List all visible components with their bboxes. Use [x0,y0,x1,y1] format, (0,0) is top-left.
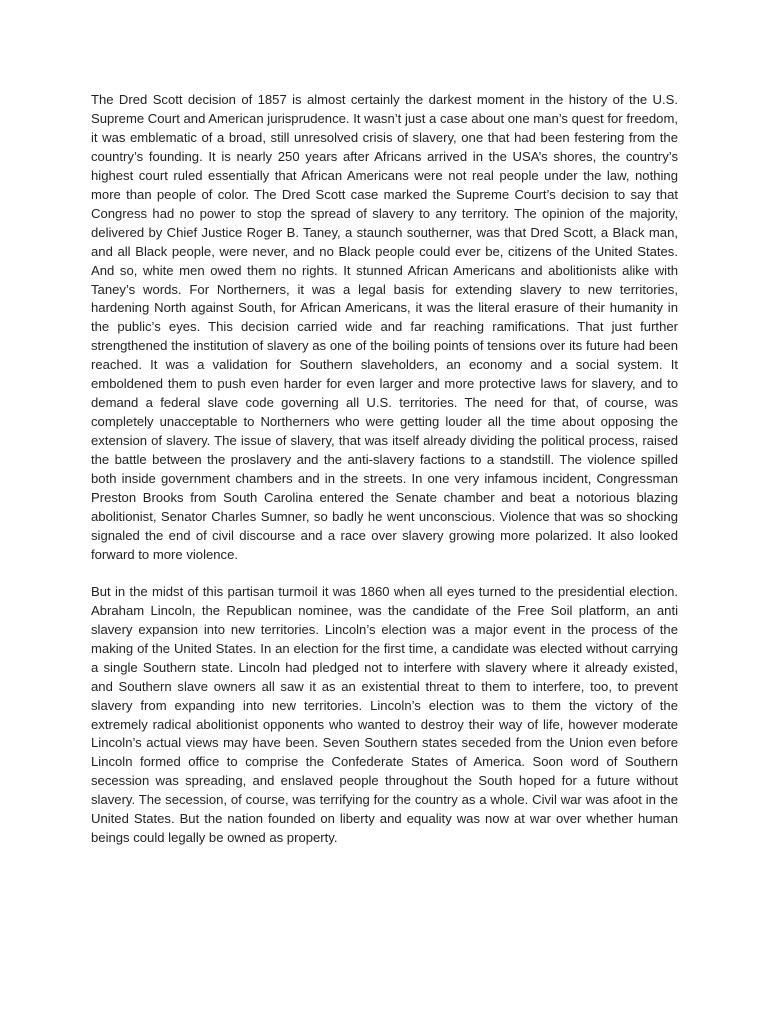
paragraph-lincoln-election: But in the midst of this partisan turmoil it was 1860 when all eyes turned to the presidential election. Abraham Lincoln, the Republican nominee, was the candidate of the Free Soil platform, an anti slavery expansion into new territories. Lincoln’s election was a major event in the process of the making of the United States. In an election for the first time, a candidate was elected without carrying a single Southern state. Lincoln had pledged not to interfere with slavery where it already existed, and Southern slave owners all saw it as an existential threat to them to interfere, too, to prevent slavery from expanding into new territories. Lincoln’s election was to them the victory of the extremely radical abolitionist opponents who wanted to destroy their way of life, however moderate Lincoln’s actual views may have been. Seven Southern states seceded from the Union even before Lincoln formed office to comprise the Confederate States of America. Soon word of Southern secession was spreading, and enslaved people throughout the South hoped for a future without slavery. The secession, of course, was terrifying for the country as a whole. Civil war was afoot in the United States. But the nation founded on liberty and equality was now at war over whether human beings could legally be owned as property. [91,583,678,846]
paragraph-dred-scott: The Dred Scott decision of 1857 is almost certainly the darkest moment in the history of the U.S. Supreme Court and American jurisprudence. It wasn’t just a case about one man’s quest for freedom, it was emblematic of a broad, still unresolved crisis of slavery, one that had been festering from the country’s founding. It is nearly 250 years after Africans arrived in the USA’s shores, the country’s highest court ruled essentially that African Americans were not real people under the law, nothing more than people of color. The Dred Scott case marked the Supreme Court’s decision to say that Congress had no power to stop the spread of slavery to any territory. The opinion of the majority, delivered by Chief Justice Roger B. Taney, a staunch southerner, was that Dred Scott, a Black man, and all Black people, were never, and no Black people could ever be, citizens of the United States. And so, white men owed them no rights. It stunned African Americans and abolitionists alike with Taney’s words. For Northerners, it was a legal basis for extending slavery to new territories, hardening North against South, for African Americans, it was the literal erasure of their humanity in the public’s eyes. This decision carried wide and far reaching ramifications. That just further strengthened the institution of slavery as one of the boiling points of tensions over its future had been reached. It was a validation for Southern slaveholders, an economy and a social system. It emboldened them to push even harder for even larger and more protective laws for slavery, and to demand a federal slave code governing all U.S. territories. The need for that, of course, was completely unacceptable to Northerners who were getting louder all the time about opposing the extension of slavery. The issue of slavery, that was itself already dividing the political process, raised the battle between the proslavery and the anti-slavery factions to a standstill. The violence spilled both inside government chambers and in the streets. In one very infamous incident, Congressman Preston Brooks from South Carolina entered the Senate chamber and beat a notorious blazing abolitionist, Senator Charles Sumner, so badly he went unconscious. Violence that was so shocking signaled the end of civil discourse and a race over slavery growing more polarized. It also looked forward to more violence. [91,92,678,562]
document-body [91,91,678,848]
